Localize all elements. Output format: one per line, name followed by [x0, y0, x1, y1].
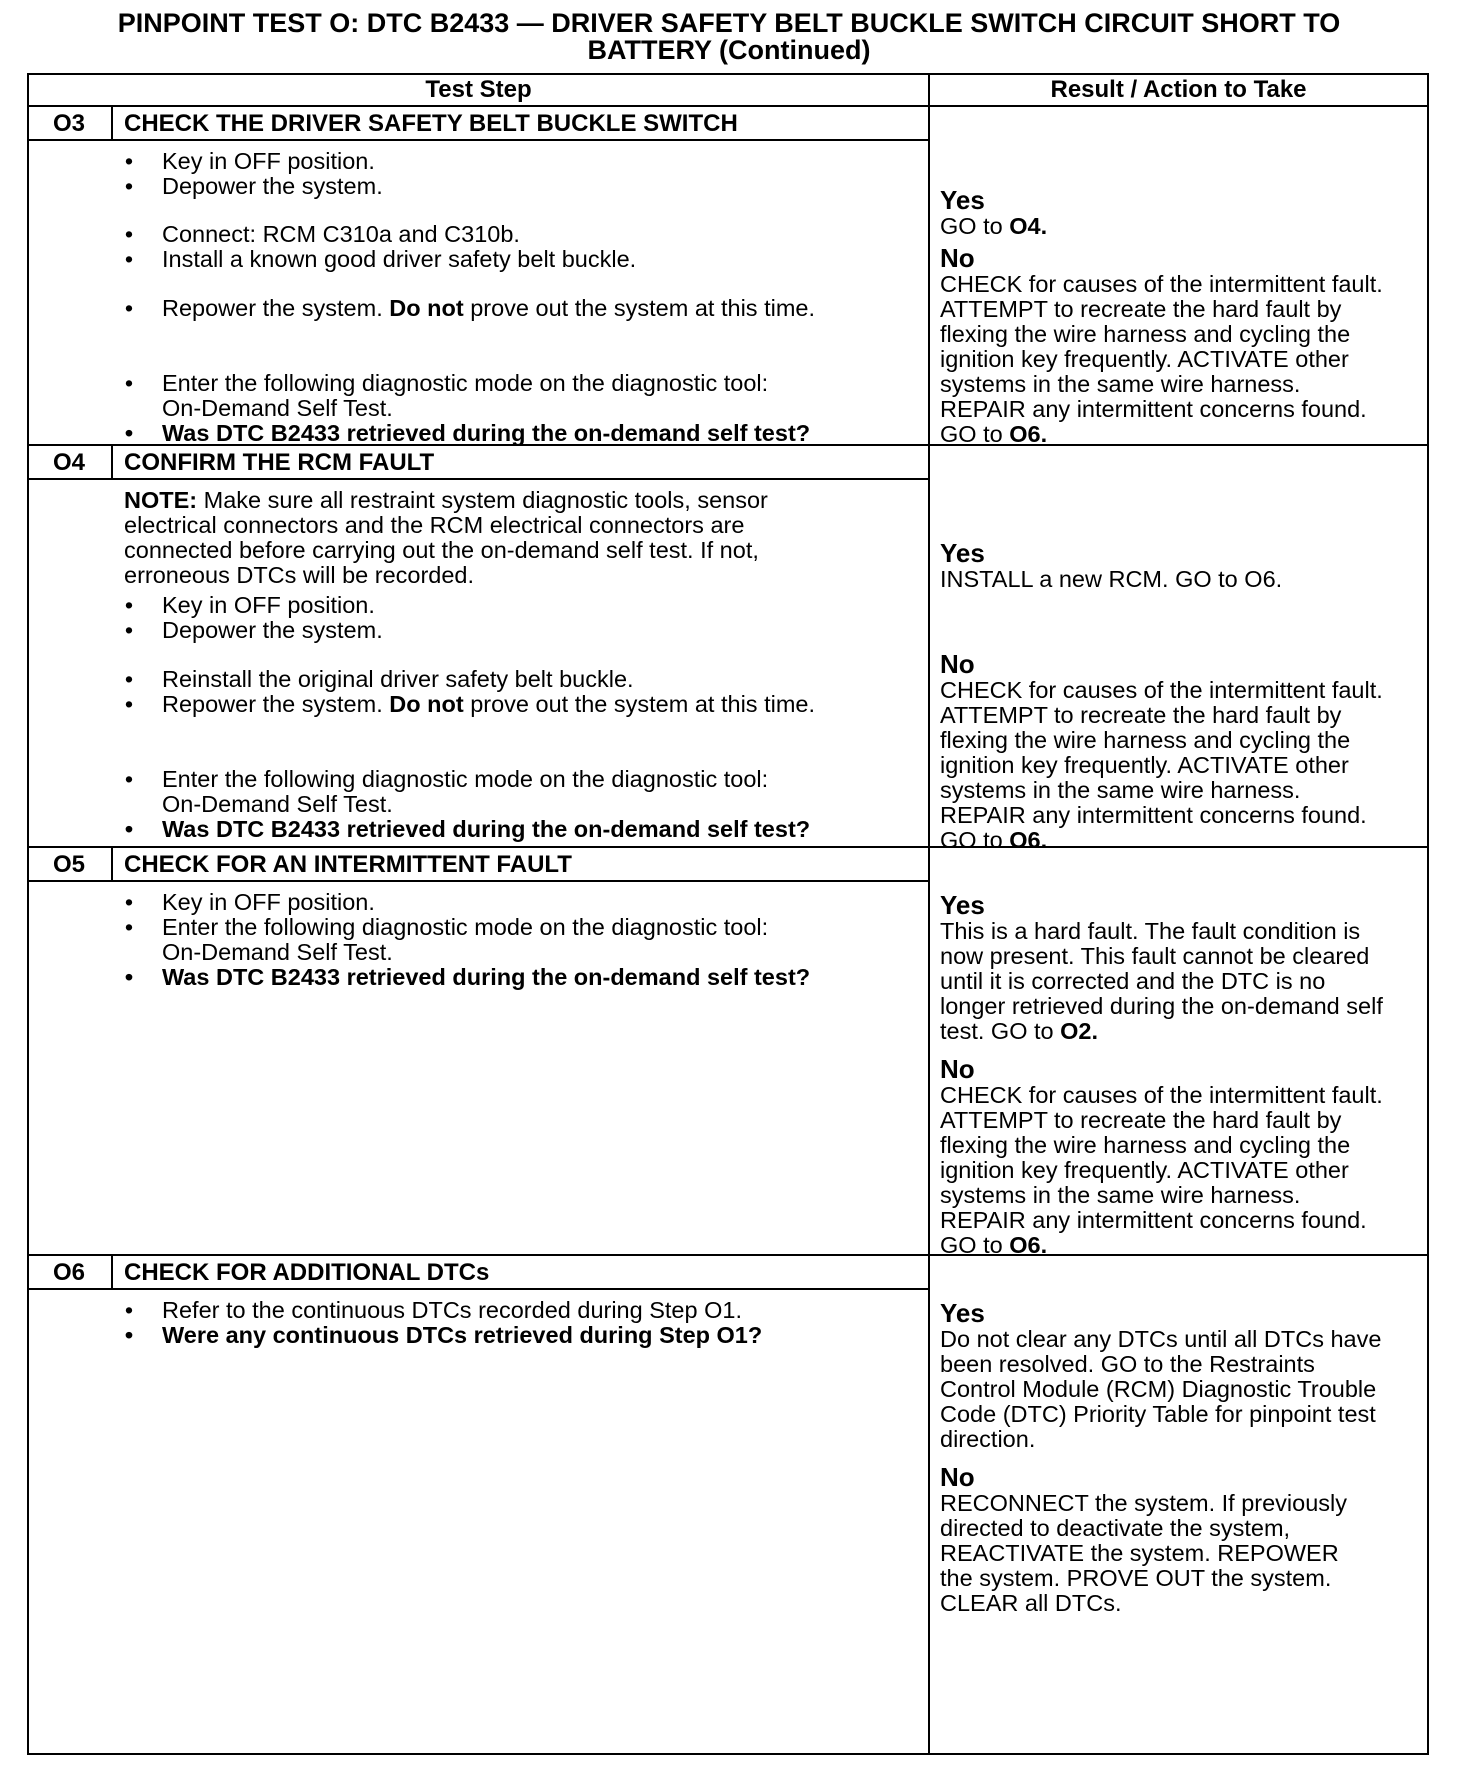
bullet: • — [124, 173, 134, 199]
o5-no-7b: O6. — [1009, 1232, 1048, 1258]
o4-note-3: connected before carrying out the on-demand self test. If not, — [124, 537, 759, 563]
o3-no-3: flexing the wire harness and cycling the — [940, 321, 1351, 347]
bullet: • — [124, 295, 134, 321]
o3-no-7b: O6. — [1009, 421, 1048, 447]
bullet: • — [124, 766, 134, 792]
step-title-o3: CHECK THE DRIVER SAFETY BELT BUCKLE SWITCH — [124, 110, 738, 137]
o5-b3: Was DTC B2433 retrieved during the on-demand self test? — [162, 964, 811, 990]
o3-b7: Was DTC B2433 retrieved during the on-demand self test? — [162, 420, 811, 446]
o3-instructions — [124, 149, 924, 446]
o4-no-5: systems in the same wire harness. — [940, 777, 1301, 803]
o6-result — [940, 1300, 1430, 1616]
step-title-o4: CONFIRM THE RCM FAULT — [124, 449, 435, 476]
step-title-o5: CHECK FOR AN INTERMITTENT FAULT — [124, 851, 572, 878]
o3-yes-label: Yes — [940, 185, 985, 215]
o4-no-label: No — [940, 649, 975, 679]
o6-no-2: directed to deactivate the system, — [940, 1515, 1291, 1541]
o6-no-3: REACTIVATE the system. REPOWER — [940, 1540, 1339, 1566]
o5-result — [940, 892, 1430, 1258]
id-divider-o4 — [111, 446, 113, 480]
o5-no-label: No — [940, 1054, 975, 1084]
o3-b6a: Enter the following diagnostic mode on the diagnostic tool: — [162, 370, 769, 396]
title-line-2: BATTERY (Continued) — [587, 35, 871, 65]
o4-note-4: erroneous DTCs will be recorded. — [124, 562, 475, 588]
o5-b2b: On-Demand Self Test. — [162, 939, 393, 965]
o3-no-4: ignition key frequently. ACTIVATE other — [940, 346, 1349, 372]
bullet: • — [124, 1322, 134, 1348]
header-test-step: Test Step — [425, 76, 532, 103]
o5-yes-5b: O2. — [1060, 1018, 1099, 1044]
step-id-o6: O6 — [52, 1259, 85, 1286]
o5-b1: Key in OFF position. — [162, 889, 375, 915]
bullet: • — [124, 914, 134, 940]
o3-yes-1a: GO to — [940, 213, 1003, 239]
step-id-o3: O3 — [52, 110, 85, 137]
o3-b2: Depower the system. — [162, 173, 383, 199]
bullet: • — [124, 816, 134, 842]
o5-title-underline — [29, 880, 929, 882]
o3-no-2: ATTEMPT to recreate the hard fault by — [940, 296, 1342, 322]
o6-no-5: CLEAR all DTCs. — [940, 1590, 1122, 1616]
o4-no-3: flexing the wire harness and cycling the — [940, 727, 1351, 753]
o4-note-1: Make sure all restraint system diagnostic tools, sensor — [203, 487, 768, 513]
o4-no-7b: O6. — [1009, 827, 1048, 853]
column-divider — [928, 75, 930, 1753]
o5-no-3: flexing the wire harness and cycling the — [940, 1132, 1351, 1158]
o5-no-4: ignition key frequently. ACTIVATE other — [940, 1157, 1349, 1183]
bullet: • — [124, 221, 134, 247]
o4-b5a: Enter the following diagnostic mode on the diagnostic tool: — [162, 766, 769, 792]
o6-no-1: RECONNECT the system. If previously — [940, 1490, 1348, 1516]
o4-yes-1: INSTALL a new RCM. GO to O6. — [940, 566, 1283, 592]
step-id-o5: O5 — [52, 851, 85, 878]
o6-b2: Were any continuous DTCs retrieved during Step O1? — [162, 1322, 763, 1348]
o6-yes-5: direction. — [940, 1426, 1036, 1452]
o5-yes-3: until it is corrected and the DTC is no — [940, 968, 1326, 994]
o4-no-2: ATTEMPT to recreate the hard fault by — [940, 702, 1342, 728]
o6-instructions — [124, 1298, 924, 1348]
bullet: • — [124, 617, 134, 643]
o4-note-label: NOTE: — [124, 487, 198, 513]
header-divider — [29, 105, 1427, 107]
o3-no-1: CHECK for causes of the intermittent fault. — [940, 271, 1383, 297]
o4-b4b: Do not — [389, 691, 464, 717]
o3-b3: Connect: RCM C310a and C310b. — [162, 221, 520, 247]
o5-no-2: ATTEMPT to recreate the hard fault by — [940, 1107, 1342, 1133]
o6-title-underline — [29, 1288, 929, 1290]
o3-b5a: Repower the system. — [162, 295, 383, 321]
bullet: • — [124, 246, 134, 272]
o3-yes-1b: O4. — [1009, 213, 1048, 239]
o3-b4: Install a known good driver safety belt buckle. — [162, 246, 637, 272]
o3-b5c: prove out the system at this time. — [470, 295, 815, 321]
o6-no-4: the system. PROVE OUT the system. — [940, 1565, 1332, 1591]
o3-b1: Key in OFF position. — [162, 148, 375, 174]
pinpoint-table — [27, 73, 1429, 1755]
o5-yes-4: longer retrieved during the on-demand self — [940, 993, 1383, 1019]
o4-no-1: CHECK for causes of the intermittent fault. — [940, 677, 1383, 703]
o5-instructions — [124, 890, 924, 990]
o5-yes-2: now present. This fault cannot be cleared — [940, 943, 1370, 969]
bullet: • — [124, 420, 134, 446]
o5-no-6: REPAIR any intermittent concerns found. — [940, 1207, 1367, 1233]
o5-no-1: CHECK for causes of the intermittent fault. — [940, 1082, 1383, 1108]
o3-no-7a: GO to — [940, 421, 1003, 447]
o5-no-5: systems in the same wire harness. — [940, 1182, 1301, 1208]
o4-no-7a: GO to — [940, 827, 1003, 853]
o4-title-underline — [29, 478, 929, 480]
bullet: • — [124, 964, 134, 990]
o5-yes-label: Yes — [940, 890, 985, 920]
o4-b5b: On-Demand Self Test. — [162, 791, 393, 817]
o3-no-label: No — [940, 243, 975, 273]
o3-b5b: Do not — [389, 295, 464, 321]
o5-no-7a: GO to — [940, 1232, 1003, 1258]
o4-note-2: electrical connectors and the RCM electrical connectors are — [124, 512, 745, 538]
page-title — [28, 10, 1430, 64]
o4-b3: Reinstall the original driver safety belt buckle. — [162, 666, 634, 692]
bullet: • — [124, 691, 134, 717]
o6-yes-4: Code (DTC) Priority Table for pinpoint test — [940, 1401, 1376, 1427]
o6-no-label: No — [940, 1462, 975, 1492]
o4-instructions — [124, 488, 924, 842]
bullet: • — [124, 1297, 134, 1323]
step-id-o4: O4 — [52, 449, 85, 476]
bullet: • — [124, 370, 134, 396]
o5-b2a: Enter the following diagnostic mode on the diagnostic tool: — [162, 914, 769, 940]
step-title-o6: CHECK FOR ADDITIONAL DTCs — [124, 1259, 490, 1286]
o4-b4c: prove out the system at this time. — [470, 691, 815, 717]
id-divider-o5 — [111, 848, 113, 882]
o4-result — [940, 540, 1430, 853]
title-line-1: PINPOINT TEST O: DTC B2433 — DRIVER SAFETY BELT BUCKLE SWITCH CIRCUIT SHORT TO — [117, 8, 1341, 38]
o4-b2: Depower the system. — [162, 617, 383, 643]
o5-yes-1: This is a hard fault. The fault condition is — [940, 918, 1361, 944]
o6-yes-2: been resolved. GO to the Restraints — [940, 1351, 1315, 1377]
o3-b6b: On-Demand Self Test. — [162, 395, 393, 421]
o4-b6: Was DTC B2433 retrieved during the on-demand self test? — [162, 816, 811, 842]
o3-result — [940, 187, 1430, 447]
o3-no-6: REPAIR any intermittent concerns found. — [940, 396, 1367, 422]
o6-yes-3: Control Module (RCM) Diagnostic Trouble — [940, 1376, 1377, 1402]
bullet: • — [124, 592, 134, 618]
o6-yes-label: Yes — [940, 1298, 985, 1328]
bullet: • — [124, 148, 134, 174]
bullet: • — [124, 666, 134, 692]
bullet: • — [124, 889, 134, 915]
o6-b1: Refer to the continuous DTCs recorded during Step O1. — [162, 1297, 742, 1323]
header-result: Result / Action to Take — [1050, 76, 1307, 103]
o3-no-5: systems in the same wire harness. — [940, 371, 1301, 397]
o4-b4a: Repower the system. — [162, 691, 383, 717]
o5-yes-5a: test. GO to — [940, 1018, 1054, 1044]
o4-no-4: ignition key frequently. ACTIVATE other — [940, 752, 1349, 778]
o4-yes-label: Yes — [940, 538, 985, 568]
o4-b1: Key in OFF position. — [162, 592, 375, 618]
id-divider-o3 — [111, 107, 113, 141]
o3-title-underline — [29, 139, 929, 141]
id-divider-o6 — [111, 1256, 113, 1290]
o6-yes-1: Do not clear any DTCs until all DTCs have — [940, 1326, 1382, 1352]
o4-no-6: REPAIR any intermittent concerns found. — [940, 802, 1367, 828]
